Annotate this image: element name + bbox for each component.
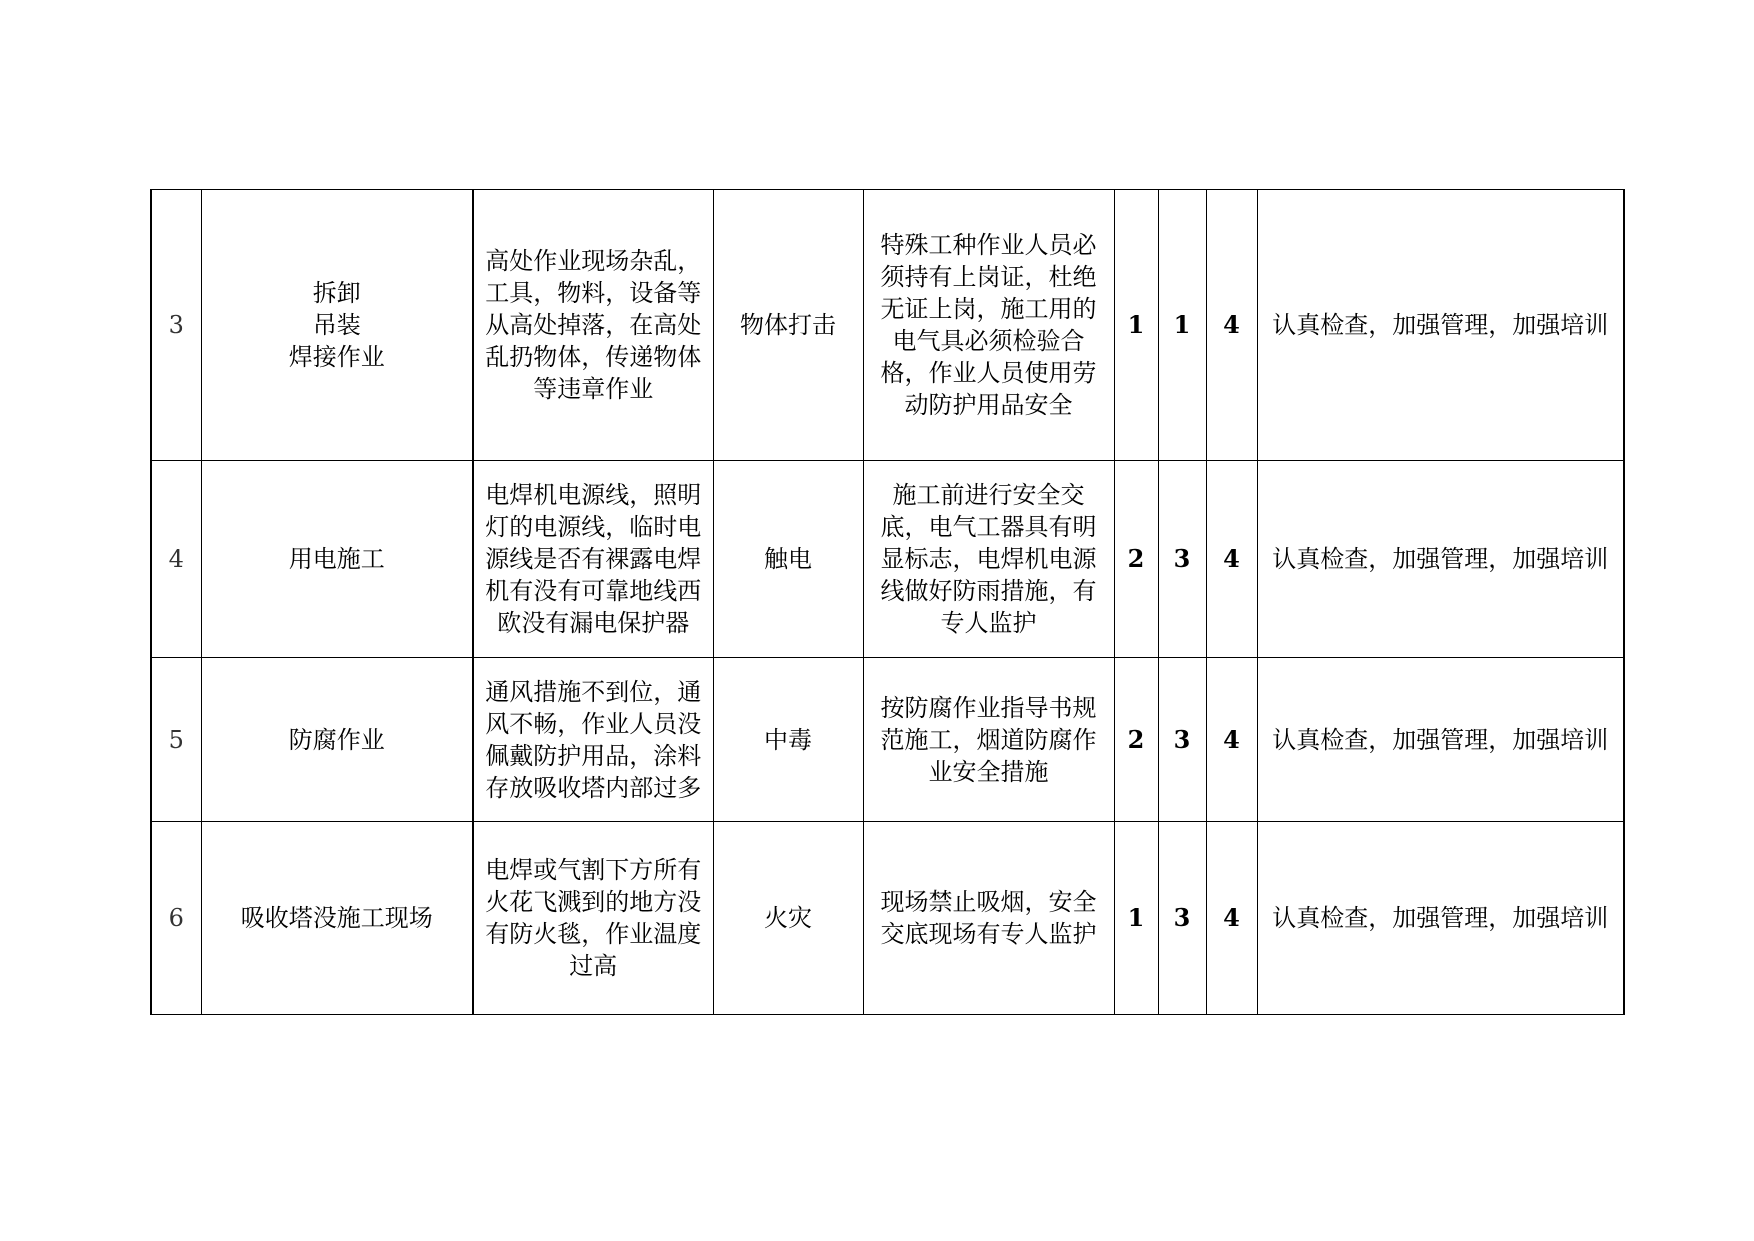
table-row bbox=[151, 461, 1624, 658]
accident-type: 中毒 bbox=[713, 658, 863, 822]
row-number: 6 bbox=[151, 822, 201, 1015]
management-measures: 认真检查，加强管理，加强培训 bbox=[1257, 658, 1624, 822]
work-activity-line: 防腐作业 bbox=[288, 725, 385, 754]
work-activity bbox=[201, 461, 473, 658]
control-measures: 施工前进行安全交底，电气工器具有明显标志，电焊机电源线做好防雨措施，有专人监护 bbox=[863, 461, 1114, 658]
value-a: 2 bbox=[1114, 658, 1158, 822]
work-activity-line: 拆卸 bbox=[312, 279, 361, 307]
hazard-source: 电焊机电源线，照明灯的电源线，临时电源线是否有裸露电焊机有没有可靠地线西欧没有漏电保护器 bbox=[473, 461, 713, 658]
value-b: 3 bbox=[1158, 822, 1206, 1015]
risk-assessment-table bbox=[150, 189, 1625, 1015]
value-a: 2 bbox=[1114, 461, 1158, 658]
value-a: 1 bbox=[1114, 190, 1158, 461]
control-measures: 特殊工种作业人员必须持有上岗证，杜绝无证上岗，施工用的电气具必须检验合格，作业人员使用劳动防护用品安全 bbox=[863, 190, 1114, 461]
work-activity-line: 焊接作业 bbox=[288, 343, 385, 371]
table-row bbox=[151, 190, 1624, 461]
value-b: 3 bbox=[1158, 658, 1206, 822]
work-activity-line: 吊装 bbox=[312, 311, 361, 339]
value-b: 3 bbox=[1158, 461, 1206, 658]
control-measures: 现场禁止吸烟，安全交底现场有专人监护 bbox=[863, 822, 1114, 1015]
work-activity bbox=[201, 658, 473, 822]
management-measures: 认真检查，加强管理，加强培训 bbox=[1257, 190, 1624, 461]
value-a: 1 bbox=[1114, 822, 1158, 1015]
value-c: 4 bbox=[1206, 822, 1257, 1015]
row-number: 5 bbox=[151, 658, 201, 822]
management-measures: 认真检查，加强管理，加强培训 bbox=[1257, 461, 1624, 658]
hazard-source: 通风措施不到位，通风不畅，作业人员没佩戴防护用品，涂料存放吸收塔内部过多 bbox=[473, 658, 713, 822]
table-row bbox=[151, 658, 1624, 822]
value-c: 4 bbox=[1206, 190, 1257, 461]
accident-type: 触电 bbox=[713, 461, 863, 658]
accident-type: 物体打击 bbox=[713, 190, 863, 461]
control-measures: 按防腐作业指导书规范施工，烟道防腐作业安全措施 bbox=[863, 658, 1114, 822]
work-activity bbox=[201, 822, 473, 1015]
table-row bbox=[151, 822, 1624, 1015]
value-c: 4 bbox=[1206, 658, 1257, 822]
work-activity bbox=[201, 190, 473, 461]
value-c: 4 bbox=[1206, 461, 1257, 658]
row-number: 3 bbox=[151, 190, 201, 461]
work-activity-line: 用电施工 bbox=[288, 545, 385, 573]
row-number: 4 bbox=[151, 461, 201, 658]
management-measures: 认真检查，加强管理，加强培训 bbox=[1257, 822, 1624, 1015]
value-b: 1 bbox=[1158, 190, 1206, 461]
hazard-source: 高处作业现场杂乱，工具，物料，设备等从高处掉落，在高处乱扔物体，传递物体等违章作业 bbox=[473, 190, 713, 461]
work-activity-line: 吸收塔没施工现场 bbox=[240, 904, 433, 932]
hazard-source: 电焊或气割下方所有火花飞溅到的地方没有防火毯，作业温度过高 bbox=[473, 822, 713, 1015]
accident-type: 火灾 bbox=[713, 822, 863, 1015]
